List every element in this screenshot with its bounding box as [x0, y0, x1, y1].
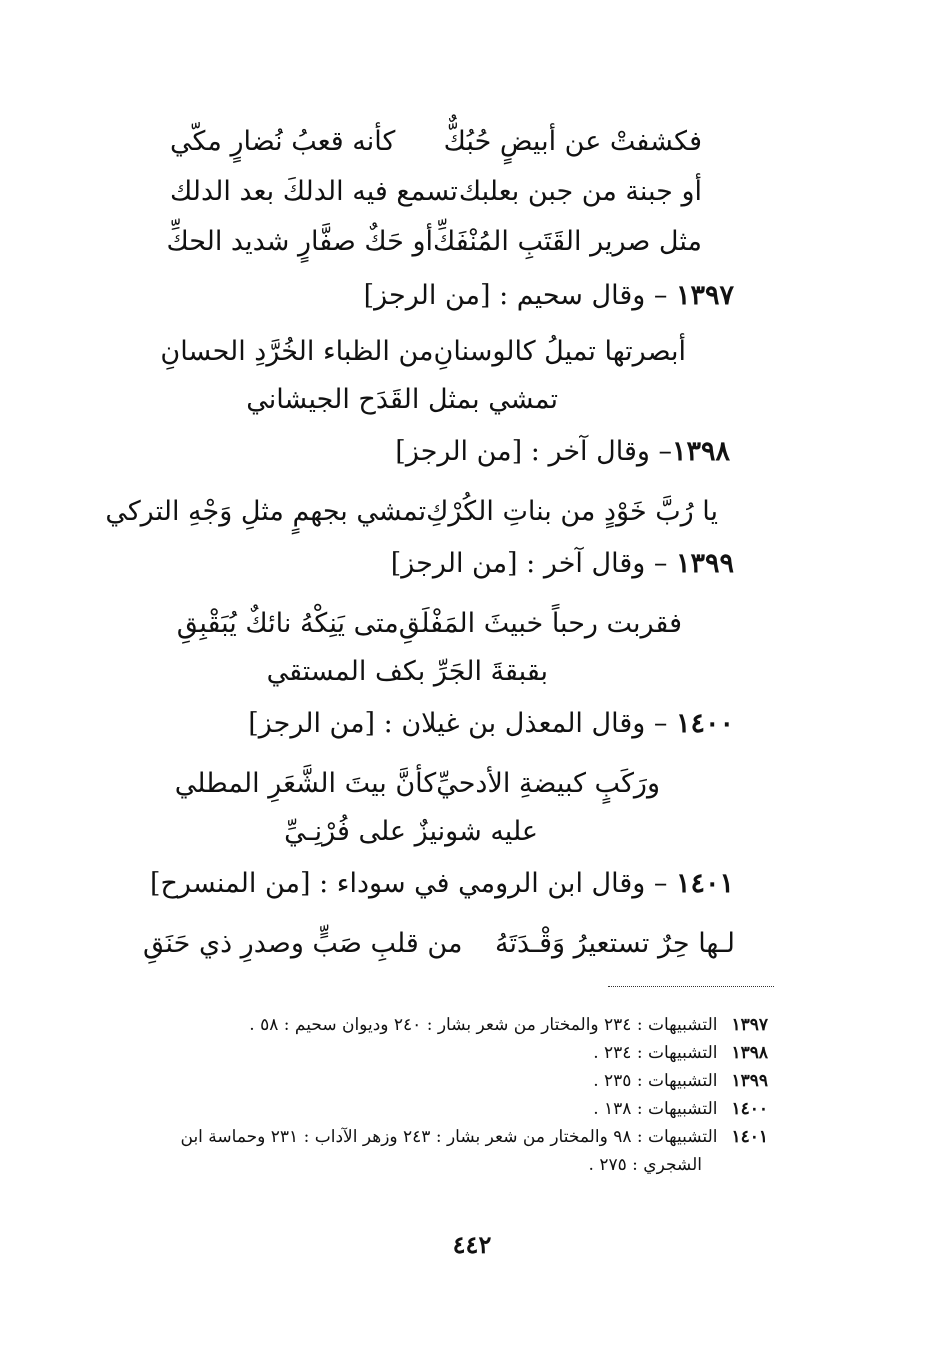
footnote-1399 — [593, 1068, 768, 1094]
entry-heading-1398 — [395, 432, 730, 472]
verse-line — [105, 492, 718, 532]
footnote-divider — [608, 986, 774, 987]
verse-line — [143, 924, 735, 964]
entry-heading-1397 — [364, 276, 734, 316]
verse-line — [160, 332, 686, 372]
entry-heading-text: – وقال سحيم : [من الرجز] — [363, 280, 676, 311]
verse-line — [170, 172, 702, 212]
footnote-number: ١٣٩٧ — [731, 1015, 768, 1035]
verse-hemistich-right: أو جبنة من جبن بعلبك — [458, 176, 702, 207]
verse-hemistich-right: يا رُبَّ خَوْدٍ من بناتِ الكُرْكِ — [426, 496, 718, 527]
entry-number: ١٣٩٩ — [675, 548, 734, 579]
verse-line — [166, 222, 702, 262]
footnote-1397 — [249, 1012, 768, 1038]
verse-line — [170, 122, 702, 162]
verse-hemistich-right: فقربت رحباً خبيثَ المَفْلَقِ — [398, 608, 682, 639]
verse-hemistich-right: ورَكَبٍ كبيضةِ الأدحيِّ — [436, 768, 660, 799]
verse-hemistich-left: أو حَكٌ صفَّارٍ شديد الحكِّ — [166, 226, 433, 257]
verse-hemistich-left: من الظباء الخُرَّدِ الحسانِ — [160, 336, 434, 367]
footnote-number: ١٤٠١ — [731, 1127, 768, 1147]
verse-hemistich-left: تسمع فيه الدلكَ بعد الدلك — [170, 176, 458, 207]
footnote-number: ١٣٩٩ — [731, 1071, 768, 1091]
verse-hemistich-left: من قلبِ صَبٍّ وصدرِ ذي حَنَقِ — [143, 928, 463, 959]
entry-heading-text: – وقال المعذل بن غيلان : [من الرجز] — [248, 708, 676, 739]
entry-number: ١٣٩٧ — [675, 280, 734, 311]
footnote-text: التشبيهات : ١٣٨ . — [593, 1099, 718, 1119]
verse-hemistich-left: تمشي بجهمٍ مثلِ وَجْهِ التركي — [105, 496, 427, 527]
verse-hemistich-left: متى يَنِكْهُ نائكٌ يُبَقْبِقِ — [176, 608, 399, 639]
footnote-1401-continued: الشجري : ٢٧٥ . — [588, 1155, 702, 1175]
verse-hemistich-right: أبصرتها تميلُ كالوسنانِ — [433, 336, 686, 367]
footnote-text: التشبيهات : ٩٨ والمختار من شعر بشار : ٢٤٣ وزهر الآداب : ٢٣١ وحماسة ابن — [180, 1127, 718, 1147]
verse-hemistich-left: كأنه قعبُ نُضارٍ مكّي — [170, 126, 396, 157]
footnote-1401 — [181, 1124, 769, 1150]
entry-heading-text: – وقال آخر : [من الرجز] — [395, 436, 672, 467]
verse-line — [174, 764, 660, 804]
footnote-text: التشبيهات : ٢٣٤ . — [593, 1043, 718, 1063]
verse-hemistich-right: مثل صرير القَتَبِ المُنْفَكِّ — [433, 226, 702, 257]
footnote-1398 — [593, 1040, 768, 1066]
entry-heading-text: – وقال آخر : [من الرجز] — [390, 548, 676, 579]
footnote-number: ١٣٩٨ — [731, 1043, 768, 1063]
footnote-1400 — [593, 1096, 768, 1122]
entry-number: ١٤٠٠ — [675, 708, 734, 739]
footnote-text: التشبيهات : ٢٣٤ والمختار من شعر بشار : ٢٤٠ وديوان سحيم : ٥٨ . — [249, 1015, 718, 1035]
entry-heading-1400 — [248, 704, 734, 744]
verse-line: تمشي بمثل القَدَح الجيشاني — [246, 384, 558, 415]
entry-heading-1401 — [150, 864, 734, 904]
entry-number: ١٤٠١ — [675, 868, 734, 899]
entry-heading-1399 — [391, 544, 734, 584]
footnote-number: ١٤٠٠ — [731, 1099, 768, 1119]
entry-heading-text: – وقال ابن الرومي في سوداء : [من المنسرح] — [149, 868, 676, 899]
page-number: ٤٤٢ — [452, 1230, 492, 1259]
verse-line: بقبقةَ الجَرِّ بكف المستقي — [266, 656, 548, 687]
verse-hemistich-right: لـها حِرٌ تستعيرُ وَقْـدَتَهُ — [495, 928, 735, 959]
verse-line: عليه شونيزٌ على فُرْنِـيِّ — [284, 816, 538, 847]
verse-hemistich-left: كأنَّ بيتَ الشَّعَرِ المطلي — [174, 768, 437, 799]
verse-line — [176, 604, 682, 644]
verse-hemistich-right: فكشفتْ عن أبيضٍ حُبُكٌّ — [443, 126, 702, 157]
entry-number: ١٣٩٨ — [671, 436, 730, 467]
footnote-text: التشبيهات : ٢٣٥ . — [593, 1071, 718, 1091]
